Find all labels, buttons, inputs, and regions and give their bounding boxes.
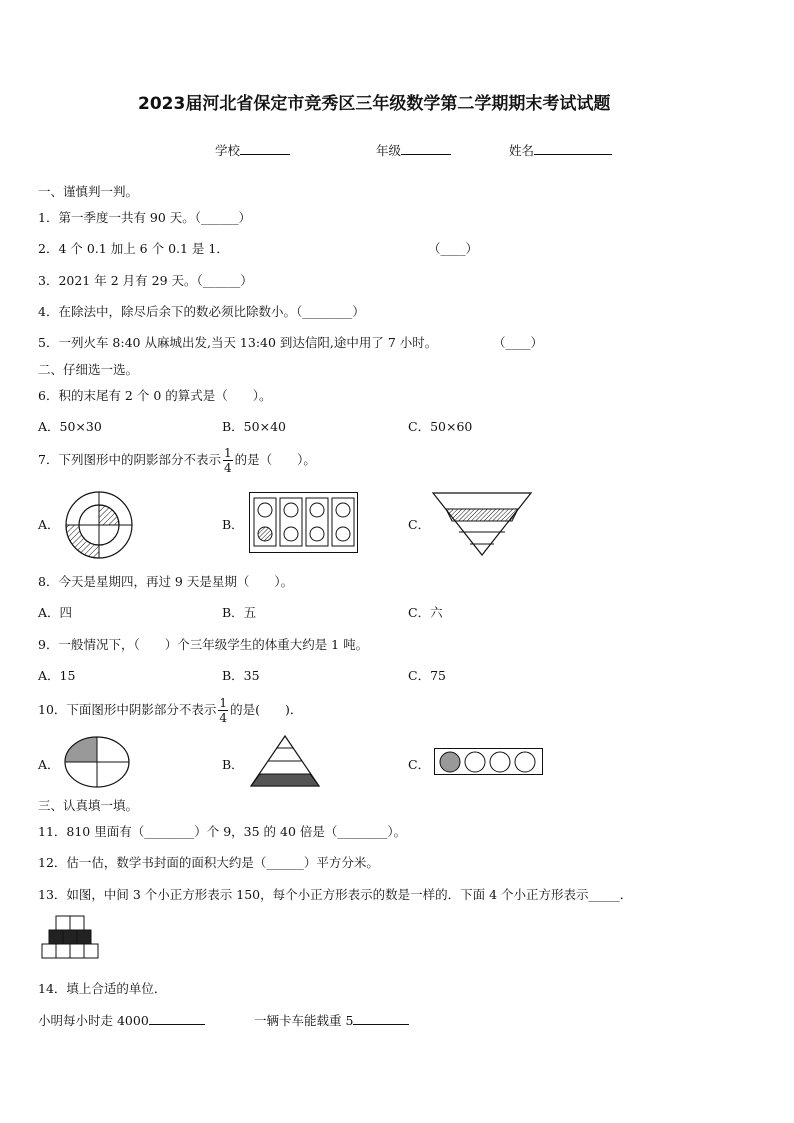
question-2: 2．4 个 0.1 加上 6 个 0.1 是 1．: [38, 241, 229, 256]
q10-option-c-label[interactable]: C．: [408, 757, 431, 772]
fraction-one-quarter: $\frac{1}{4}$: [223, 446, 232, 475]
question-4: 4．在除法中，除尽后余下的数必须比除数小。（________）: [38, 304, 365, 319]
question-3: 3．2021 年 2 月有 29 天。（______）: [38, 273, 253, 288]
name-label: 姓名: [509, 143, 535, 158]
grade-label: 年级: [376, 143, 402, 158]
q10-option-a-label[interactable]: A．: [38, 757, 60, 772]
section1-heading: 一、谨慎判一判。: [38, 184, 139, 199]
question-10: 10．下面图形中阴影部分不表示 $\frac{1}{4}$ 的是( )．: [38, 696, 303, 725]
section2-heading: 二、仔细选一选。: [38, 362, 139, 377]
question-7: 7．下列图形中的阴影部分不表示 $\frac{1}{4}$ 的是（ ）。: [38, 446, 316, 475]
school-label: 学校: [215, 143, 241, 158]
q13-block-figure: [40, 915, 102, 965]
q9-option-c[interactable]: C．75: [408, 668, 446, 683]
q6-option-b[interactable]: B．50×40: [222, 419, 286, 434]
q8-option-a[interactable]: A．四: [38, 605, 73, 620]
question-6: 6．积的末尾有 2 个 0 的算式是（ ）。: [38, 388, 272, 403]
school-field[interactable]: [215, 141, 290, 159]
q14-item-b[interactable]: 一辆卡车能载重 5: [254, 1011, 409, 1029]
q7-option-c-label[interactable]: C．: [408, 517, 431, 532]
q8-option-c[interactable]: C．六: [408, 605, 443, 620]
question-5-answer[interactable]: （____）: [493, 335, 544, 350]
q14-item-a[interactable]: 小明每小时走 4000: [38, 1011, 205, 1029]
q9-option-a[interactable]: A．15: [38, 668, 76, 683]
q8-option-b[interactable]: B．五: [222, 605, 257, 620]
q6-option-a[interactable]: A．50×30: [38, 419, 102, 434]
question-1: 1．第一季度一共有 90 天。（______）: [38, 210, 252, 225]
grade-field[interactable]: [376, 141, 451, 159]
question-9: 9．一般情况下，（ ）个三年级学生的体重大约是 1 吨。: [38, 637, 369, 652]
q10-figure-b: [250, 735, 320, 787]
section3-heading: 三、认真填一填。: [38, 798, 139, 813]
question-11: 11．810 里面有（________）个 9，35 的 40 倍是（________）。: [38, 824, 407, 839]
q7-figure-b: [249, 492, 359, 554]
fraction-one-quarter-q10: $\frac{1}{4}$: [219, 696, 228, 725]
question-14: 14．填上合适的单位．: [38, 981, 167, 996]
page-title: 2023届河北省保定市竞秀区三年级数学第二学期期末考试试题: [138, 94, 611, 114]
name-field[interactable]: [509, 141, 612, 159]
question-2-answer[interactable]: （____）: [428, 241, 479, 256]
q7-option-b-label[interactable]: B．: [222, 517, 244, 532]
q9-option-b[interactable]: B．35: [222, 668, 260, 683]
question-12: 12．估一估，数学书封面的面积大约是（______）平方分米。: [38, 855, 379, 870]
question-8: 8．今天是星期四，再过 9 天是星期（ ）。: [38, 574, 294, 589]
q6-option-c[interactable]: C．50×60: [408, 419, 473, 434]
q10-figure-a: [64, 736, 130, 788]
q10-option-b-label[interactable]: B．: [222, 757, 244, 772]
q7-figure-a: [64, 490, 134, 560]
q7-option-a-label[interactable]: A．: [38, 517, 60, 532]
q7-figure-c: [432, 492, 532, 556]
question-5: 5．一列火车 8:40 从麻城出发,当天 13:40 到达信阳,途中用了 7 小时。: [38, 335, 438, 350]
question-13: 13．如图，中间 3 个小正方形表示 150，每个小正方形表示的数是一样的．下面 4 个小正方形表示_____．: [38, 887, 633, 902]
q10-figure-c: [434, 748, 544, 776]
